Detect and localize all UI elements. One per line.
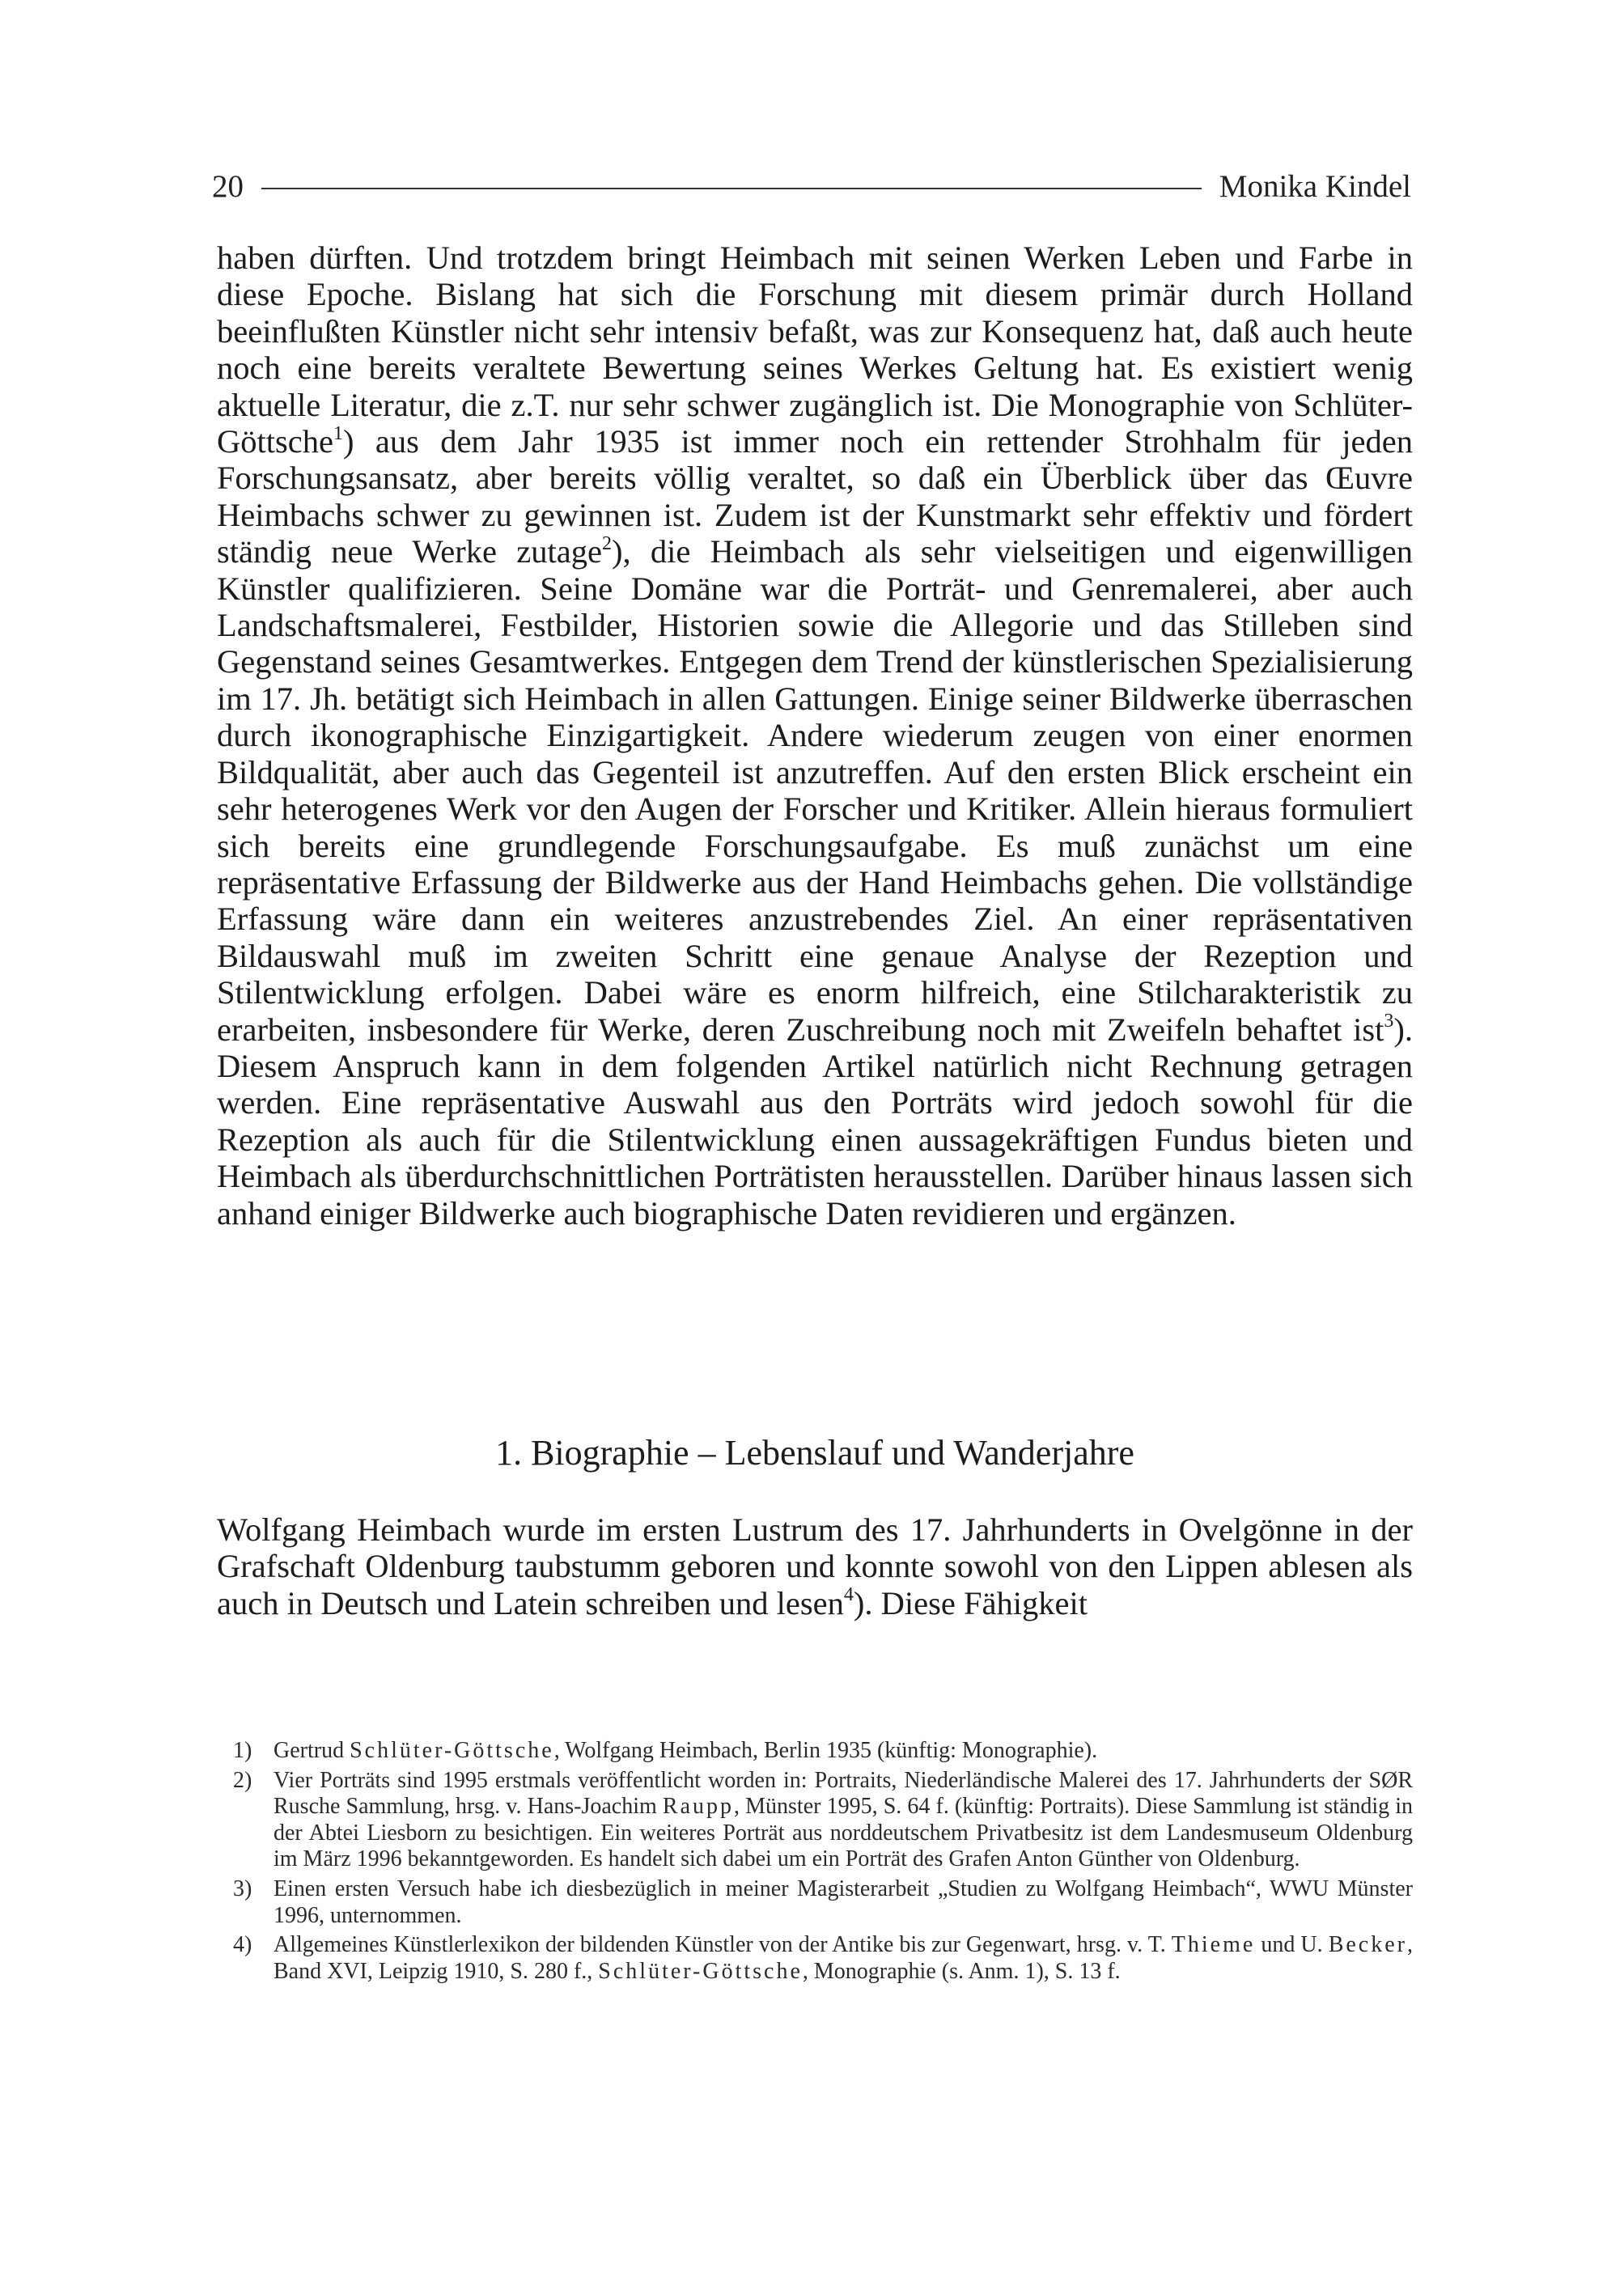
footnote-ref-4[interactable]: 4: [843, 1584, 854, 1606]
text-span: , Band XVI, Leipzig 1910, S. 280 f.,: [273, 1932, 1413, 1984]
author-name: Monika Kindel: [1219, 169, 1411, 204]
footnote-number: 1): [233, 1738, 252, 1763]
footnote-4: [233, 1932, 1413, 1985]
footnote-text: [273, 1932, 1413, 1985]
section-heading: 1. Biographie – Lebenslauf und Wanderjahre: [495, 1433, 1134, 1473]
footnote-3: [233, 1876, 1413, 1929]
text-span: ). Diese Fähigkeit: [853, 1584, 1088, 1621]
footnote-ref-1[interactable]: 1: [333, 422, 343, 444]
author-spaced: Thieme: [1171, 1932, 1256, 1958]
text-span: Wolfgang Heimbach wurde im ersten Lustrum des 17. Jahrhunderts in Ovelgönne in der Grafschaft Oldenburg taubstumm geboren und konnte sowohl von den Lippen ablesen als auch in Deutsch und Latein schreiben und lesen: [217, 1511, 1413, 1621]
body-paragraph-1: [217, 239, 1413, 1231]
author-spaced: Schlüter-Göttsche: [350, 1738, 554, 1763]
footnote-ref-3[interactable]: 3: [1384, 1011, 1394, 1032]
running-head: [212, 168, 1411, 205]
footnote-number: 2): [233, 1767, 252, 1793]
footnotes: [233, 1738, 1413, 1988]
paragraph: [217, 239, 1413, 1231]
author-spaced: Raupp: [662, 1794, 735, 1820]
footnote-number: 4): [233, 1932, 252, 1958]
text-span: , Wolfgang Heimbach, Berlin 1935 (künftig: Monographie).: [553, 1738, 1098, 1763]
text-span: ) aus dem Jahr 1935 ist immer noch ein rettender Strohhalm für jeden Forschungsansatz, aber bereits völlig veraltet, so daß ein Überblick über das Œuvre Heimbachs schwer zu gewinnen ist. Zudem ist der Kunstmarkt sehr effektiv und fördert ständig neue Werke zutage: [217, 423, 1413, 570]
footnote-2: [233, 1768, 1413, 1873]
text-span: und U.: [1255, 1932, 1329, 1958]
text-span: , Monographie (s. Anm. 1), S. 13 f.: [802, 1958, 1121, 1984]
footnote-1: [233, 1738, 1413, 1765]
footnote-text: [273, 1768, 1413, 1873]
text-span: ). Diesem Anspruch kann in dem folgenden Artikel natürlich nicht Rechnung getragen werden. Eine repräsentative Auswahl aus den Porträts wird jedoch sowohl für die Rezeption als auch für die Stilentwicklung einen aussagekräftigen Fundus bieten und Heimbach als überdurchschnittlichen Porträtisten herausstellen. Darüber hinaus lassen sich anhand einiger Bildwerke auch biographische Daten revidieren und ergänzen.: [217, 1011, 1413, 1231]
text-span: Einen ersten Versuch habe ich diesbezüglich in meiner Magisterarbeit „Studien zu Wolfgang Heimbach“, WWU Münster 1996, unternommen.: [273, 1876, 1413, 1928]
text-span: Allgemeines Künstlerlexikon der bildenden Künstler von der Antike bis zur Gegenwart, hrsg. v. T.: [273, 1932, 1172, 1958]
footnote-text: [273, 1738, 1413, 1765]
author-spaced: Becker: [1328, 1932, 1407, 1958]
author-spaced: Schlüter-Göttsche: [598, 1958, 803, 1984]
header-rule: [261, 188, 1202, 189]
footnote-text: [273, 1876, 1413, 1929]
paragraph: [217, 1511, 1413, 1621]
text-span: ), die Heimbach als sehr vielseitigen und eigenwilligen Künstler qualifizieren. Seine Domäne war die Porträt- und Genremalerei, aber auch Landschaftsmalerei, Festbilder, Historien sowie die Allegorie und das Stilleben sind Gegenstand seines Gesamtwerkes. Entgegen dem Trend der künstlerischen Spezialisierung im 17. Jh. betätigt sich Heimbach in allen Gattungen. Einige seiner Bildwerke überraschen durch ikonographische Einzigartigkeit. Andere wiederum zeugen von einer enormen Bildqualität, aber auch das Gegenteil ist anzutreffen. Auf den ersten Blick erscheint ein sehr heterogenes Werk vor den Augen der Forscher und Kritiker. Allein hieraus formuliert sich bereits eine grundlegende Forschungsaufgabe. Es muß zunächst um eine repräsentative Erfassung der Bildwerke aus der Hand Heimbachs gehen. Die vollständige Erfassung wäre dann ein weiteres anzustrebendes Ziel. An einer repräsentativen Bildauswahl muß im zweiten Schritt eine genaue Analyse der Rezeption und Stilentwicklung erfolgen. Dabei wäre es enorm hilfreich, eine Stilcharakteristik zu erarbeiten, insbesondere für Werke, deren Zuschreibung noch mit Zweifeln behaftet ist: [217, 533, 1413, 1048]
text-span: haben dürften. Und trotzdem bringt Heimbach mit seinen Werken Leben und Farbe in diese Epoche. Bislang hat sich die Forschung mit diesem primär durch Holland beeinflußten Künstler nicht sehr intensiv befaßt, was zur Konsequenz hat, daß auch heute noch eine bereits veraltete Bewertung seines Werkes Geltung hat. Es existiert wenig aktuelle Literatur, die z.T. nur sehr schwer zugänglich ist. Die Monographie von Schlüter-Göttsche: [217, 239, 1413, 460]
text-span: , Münster 1995, S. 64 f. (künftig: Portraits). Diese Sammlung ist ständig in der Abtei Liesborn zu besichtigen. Ein weiteres Porträt aus norddeutschem Privatbesitz ist dem Landesmuseum Oldenburg im März 1996 bekanntgeworden. Es handelt sich dabei um ein Porträt des Grafen Anton Günther von Oldenburg.: [273, 1794, 1413, 1872]
text-span: Vier Porträts sind 1995 erstmals veröffentlicht worden in: Portraits, Niederländische Malerei des 17. Jahrhunderts der SØR Rusche Sammlung, hrsg. v. Hans-Joachim: [273, 1767, 1413, 1820]
footnote-ref-2[interactable]: 2: [601, 532, 612, 554]
text-span: Gertrud: [273, 1738, 350, 1763]
page-number: 20: [212, 169, 244, 204]
footnote-number: 3): [233, 1876, 252, 1901]
body-paragraph-2: [217, 1511, 1413, 1621]
